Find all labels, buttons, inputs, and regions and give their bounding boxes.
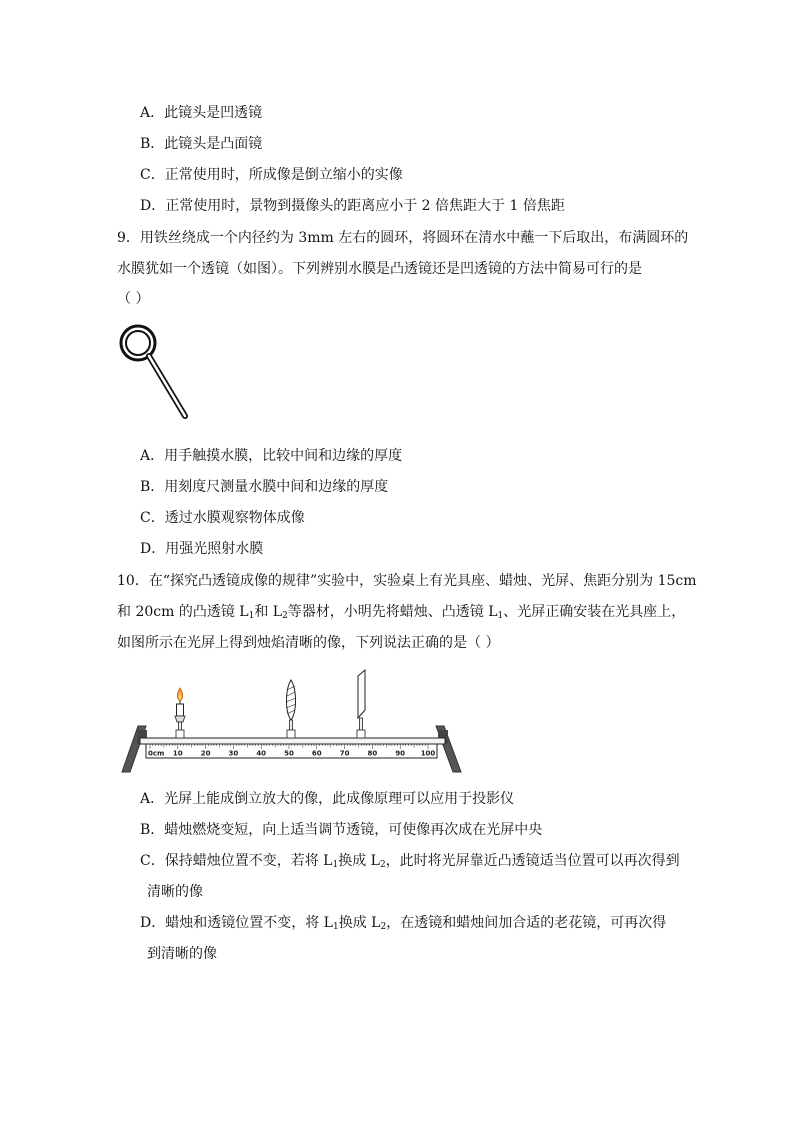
candle-holder: [176, 730, 184, 738]
q8-option-c: C．正常使用时，所成像是倒立缩小的实像: [140, 167, 403, 183]
q9-option-d: D．用强光照射水膜: [140, 541, 264, 557]
ruler-tick-label: 20: [200, 749, 211, 758]
ruler-tick-label: 60: [311, 749, 322, 758]
ruler-tick-label: 70: [339, 749, 350, 758]
q10-stem-line-2: 和 20cm 的凸透镜 $L_1$和 $L_2$等器材，小明先将蜡烛、凸透镜 $L_1$、光屏正确安装在光具座上，: [117, 604, 686, 621]
ruler-tick-label: 80: [367, 749, 378, 758]
q10-option-d-continued: 到清晰的像: [147, 946, 217, 962]
lens-holder: [287, 730, 295, 738]
q10-stem-line-3: 如图所示在光屏上得到烛焰清晰的像，下列说法正确的是（ ）: [117, 635, 500, 651]
optical-bench-figure: [120, 668, 465, 778]
ruler-tick-label: 100: [420, 749, 436, 758]
screen: [357, 670, 365, 738]
q10-option-c: C．保持蜡烛位置不变，若将 $L_1$换成 $L_2$，此时将光屏靠近凸透镜适当位置可以再次得到: [140, 853, 680, 870]
q9-stem-line-1: 9．用铁丝绕成一个内径约为 3mm 左右的圆环，将圆环在清水中蘸一下后取出，布满圆环的: [117, 230, 689, 246]
q9-stem-line-2: 水膜犹如一个透镜（如图）。下列辨别水膜是凸透镜还是凹透镜的方法中简易可行的是: [117, 261, 642, 277]
q10-stem-line-1: 10．在“探究凸透镜成像的规律”实验中，实验桌上有光具座、蜡烛、光屏、焦距分别为 15cm: [117, 573, 697, 589]
q10-option-c-continued: 清晰的像: [147, 884, 203, 900]
candle: [175, 688, 185, 738]
q9-option-b: B．用刻度尺测量水膜中间和边缘的厚度: [140, 479, 389, 495]
screen-holder: [357, 730, 365, 738]
q10-option-d: D．蜡烛和透镜位置不变，将 $L_1$换成 $L_2$，在透镜和蜡烛间加合适的老花镜，可再次得: [140, 915, 667, 932]
q9-stem-line-3: （ ）: [117, 291, 150, 307]
bench-rail: [140, 738, 445, 744]
q8-option-b: B．此镜头是凸面镜: [140, 136, 263, 152]
ruler-tick-label: 50: [284, 749, 294, 758]
ruler-tick-label: 40: [256, 749, 267, 758]
ruler-tick-label: 90: [395, 749, 406, 758]
ruler-tick-label: 0cm: [148, 749, 165, 758]
candle-body: [177, 704, 184, 716]
ruler-tick-label: 10: [172, 749, 183, 758]
q10-option-b: B．蜡烛燃烧变短，向上适当调节透镜，可使像再次成在光屏中央: [140, 822, 543, 838]
wire-loop-figure: [118, 322, 198, 422]
ruler-tick-label: 30: [228, 749, 239, 758]
q9-option-c: C．透过水膜观察物体成像: [140, 510, 305, 526]
q8-option-a: A．此镜头是凹透镜: [140, 105, 263, 121]
q9-option-a: A．用手触摸水膜，比较中间和边缘的厚度: [140, 448, 403, 464]
q8-option-d: D．正常使用时，景物到摄像头的距离应小于 2 倍焦距大于 1 倍焦距: [140, 198, 565, 214]
q10-option-a: A．光屏上能成倒立放大的像，此成像原理可以应用于投影仪: [140, 791, 515, 807]
screen-panel: [358, 670, 365, 718]
lens: [286, 680, 296, 738]
